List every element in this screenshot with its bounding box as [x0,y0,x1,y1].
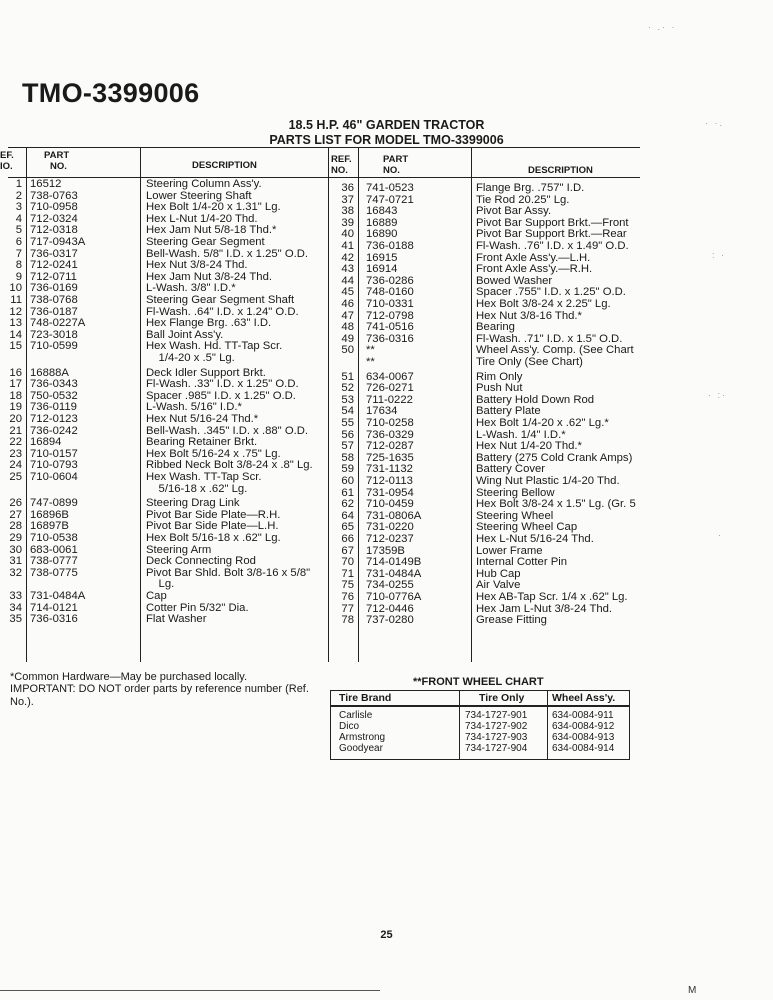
part-number: 736-0188 [366,240,414,252]
ref-number: 39 [341,216,354,229]
ref-number: 27 [9,508,22,521]
ref-number: 26 [9,497,22,510]
ref-number: 25 [9,471,22,483]
part-number: 712-0324 [30,212,78,225]
chart-header-tire-only: Tire Only [479,692,525,704]
chart-col-rule [459,691,460,759]
part-description: 5/16-18 x .62" Lg. [146,483,248,495]
ref-number: 10 [9,282,22,295]
scan-edge-line [0,990,380,991]
ref-number: 15 [9,340,22,353]
ref-number: 1 [15,178,22,190]
part-description: Wheel Ass'y. Comp. (See Chart [476,345,634,357]
ref-number: 19 [9,401,22,414]
part-description: Hex Nut 3/8-24 Thd. [146,260,248,272]
part-description: Steering Gear Segment Shaft [146,295,295,306]
part-description: Steering Bellow [476,487,555,499]
part-number: ** [366,344,375,357]
part-number: 738-0763 [30,189,78,202]
part-number: 16890 [366,228,398,241]
ref-number: 20 [9,413,22,425]
part-description: L-Wash. 3/8" I.D.* [146,283,236,295]
part-description: Hex Jam Nut 5/8-18 Thd.* [146,225,277,237]
header-part-no: PART NO. [44,150,70,172]
ref-number: 50 [341,344,354,357]
part-number: 710-0258 [366,417,414,429]
part-description: Grease Fitting [476,615,547,627]
part-description: Steering Wheel [476,510,554,522]
ref-number: 31 [9,555,22,568]
important-note: IMPORTANT: DO NOT order parts by reference number (Ref. No.). [10,683,309,708]
ref-number: 65 [341,521,354,534]
part-number: 710-0958 [30,201,78,214]
wheel-assy-part: 634-0084-912 [552,721,615,732]
part-description: Bell-Wash. .345" I.D. x .88" O.D. [146,425,309,437]
part-number: 16914 [366,263,398,276]
ref-number: 33 [9,590,22,602]
part-description: Hex Wash. Hd. TT-Tap Scr. [146,341,283,353]
part-description: Steering Wheel Cap [476,522,578,534]
part-description: Hex Nut 3/8-16 Thd.* [476,310,582,322]
part-description: Hex Wash. TT-Tap Scr. [146,472,262,483]
tire-only-part: 734-1727-901 [465,710,528,721]
part-number: 725-1635 [366,451,414,464]
part-description: Deck Idler Support Brkt. [146,367,266,379]
front-wheel-chart [330,690,630,760]
part-description: Hub Cap [476,568,521,580]
corner-mark: M [688,985,697,996]
ref-number: 60 [341,475,354,487]
part-number: 736-0316 [366,332,414,345]
part-description: Cotter Pin 5/32" Dia. [146,602,249,614]
part-number: 634-0067 [366,370,414,383]
part-description: Hex Nut 5/16-24 Thd.* [146,414,259,425]
part-number: 712-0287 [366,440,414,453]
ref-number: 29 [9,532,22,544]
tire-only-part: 734-1727-904 [465,743,528,754]
ref-number: 44 [341,274,354,287]
part-description: Bearing [476,322,515,334]
part-number: 734-0255 [366,579,414,592]
ref-number: 24 [9,459,22,472]
part-description: Tire Only (See Chart) [476,357,583,368]
footnote [10,671,310,708]
part-number: 16897B [30,520,69,533]
part-description: Pivot Bar Side Plate—R.H. [146,509,281,521]
part-number: 736-0316 [30,613,78,626]
part-number: 16896B [30,508,69,521]
part-number: 712-0318 [30,224,78,237]
part-number: 712-0446 [366,602,414,615]
ref-number: 32 [9,566,22,579]
ref-number: 6 [15,236,22,248]
table-header-rule [8,177,640,178]
part-description: Hex Bolt 1/4-20 x .62" Lg.* [476,418,609,429]
ref-number: 23 [9,447,22,460]
ref-number: 77 [341,602,354,615]
ref-number: 76 [341,591,354,603]
part-description: Lower Steering Shaft [146,190,252,202]
ref-number: 12 [9,305,22,318]
ref-number: 75 [341,579,354,592]
ref-number: 28 [9,520,22,533]
part-number: 17359B [366,544,405,557]
ref-number: 78 [341,614,354,627]
ref-number: 71 [341,567,354,580]
part-description: Fl-Wash. .76" I.D. x 1.49" O.D. [476,241,629,252]
part-number: 736-0242 [30,424,78,437]
part-number: 741-0523 [366,182,414,194]
part-number: 748-0227A [30,317,86,330]
tire-brand: Goodyear [339,743,383,754]
part-number: 16888A [30,366,69,379]
part-description: Hex Flange Brg. .63" I.D. [146,318,272,330]
part-number: 736-0286 [366,274,414,287]
ref-number: 38 [341,205,354,218]
part-description: Battery Hold Down Rod [476,394,595,406]
part-description: Bearing Retainer Brkt. [146,437,258,449]
part-description: Fl-Wash. .64" I.D. x 1.24" O.D. [146,306,299,318]
part-description: Cap [146,591,167,602]
part-number: 731-1132 [366,463,413,476]
part-number: 712-0123 [30,413,78,425]
parts-list-heading: PARTS LIST FOR MODEL TMO-3399006 [269,133,504,147]
ref-number: 22 [9,436,22,449]
ref-number: 30 [9,543,22,556]
part-number: 710-0538 [30,532,78,544]
part-number: 710-0157 [30,447,78,460]
ref-number: 34 [9,601,22,614]
ref-number: 66 [341,533,354,545]
part-description: Spacer .755" I.D. x 1.25" O.D. [476,287,626,299]
part-description: Front Axle Ass'y.—R.H. [476,264,593,276]
part-number: 736-0317 [30,247,78,260]
part-number: 731-0806A [366,509,422,522]
part-description: Lg. [146,579,175,591]
ref-number: 49 [341,332,354,345]
scan-speck: · ·. [705,118,724,128]
scan-speck: · [718,530,723,540]
part-description: Deck Connecting Rod [146,556,256,568]
ref-number: 14 [9,328,22,341]
part-number: 16512 [30,178,62,190]
document-subtitle: 18.5 H.P. 46" GARDEN TRACTOR [288,118,485,132]
part-number: 747-0899 [30,497,78,510]
tire-brand: Armstrong [339,732,386,743]
ref-number: 36 [341,182,354,194]
ref-number: 46 [341,298,354,310]
part-number: 710-0793 [30,459,78,472]
ref-number: 64 [341,509,354,522]
part-description: Rim Only [476,371,523,383]
part-description: Fl-Wash. .33" I.D. x 1.25" O.D. [146,379,299,391]
part-number: 717-0943A [30,236,86,248]
part-number: 711-0222 [366,393,413,406]
part-description: Hex Bolt 3/8-24 x 1.5" Lg. (Gr. 5 [476,499,636,511]
ref-number: 55 [341,417,354,429]
part-description: L-Wash. 5/16" I.D.* [146,402,242,414]
ref-number: 47 [341,309,354,322]
part-description: Hex Jam L-Nut 3/8-24 Thd. [476,603,613,615]
part-description: Pivot Bar Side Plate—L.H. [146,521,279,533]
document-title: TMO-3399006 [22,78,200,108]
part-number: 738-0768 [30,294,78,306]
part-description: Internal Cotter Pin [476,557,568,569]
chart-header-wheel-assy: Wheel Ass'y. [552,692,616,704]
part-number: 712-0798 [366,309,414,322]
part-description: 1/4-20 x .5" Lg. [146,353,235,364]
part-number: 736-0329 [366,428,414,441]
ref-number: 7 [15,247,22,260]
part-number: 710-0331 [366,298,414,310]
part-description: Hex Bolt 3/8-24 x 2.25" Lg. [476,299,611,310]
part-description: Battery Cover [476,464,546,476]
col-rule [358,147,359,662]
wheel-assy-part: 634-0084-914 [552,743,615,754]
part-number: 738-0777 [30,555,78,568]
chart-col-rule [547,691,548,759]
part-number: 710-0599 [30,340,78,353]
ref-number: 51 [341,370,354,383]
part-number: 712-0711 [30,270,77,283]
part-number: 712-0113 [366,475,413,487]
part-number: 710-0459 [366,498,414,511]
ref-number: 58 [341,451,354,464]
part-number: 731-0220 [366,521,414,534]
ref-number: 13 [9,317,22,330]
ref-number: 3 [15,201,22,214]
col-rule [471,147,472,662]
header-part-no-right: PART NO. [383,154,409,176]
part-number: 712-0237 [366,533,414,545]
ref-number: 17 [9,378,22,391]
part-description: Air Valve [476,580,521,592]
part-description: Steering Drag Link [146,498,240,510]
ref-number: 11 [10,294,22,306]
scan-speck: · .· · [648,22,677,32]
ref-number: 48 [341,321,354,334]
ref-number: 40 [341,228,354,241]
tire-brand: Dico [339,721,360,732]
part-description: Flange Brg. .757" I.D. [476,183,585,194]
part-description: Front Axle Ass'y.—L.H. [476,252,591,264]
ref-number: 4 [15,212,22,225]
part-number: 710-0776A [366,591,422,603]
ref-number: 52 [341,382,354,395]
part-number: 723-3018 [30,328,78,341]
header-description-right: DESCRIPTION [528,165,593,176]
part-number: 16915 [366,251,398,264]
ref-number: 59 [341,463,354,476]
part-number: 736-0343 [30,378,78,391]
ref-number: 35 [9,613,22,626]
part-description: Hex Nut 1/4-20 Thd.* [476,441,582,453]
ref-number: 2 [15,189,22,202]
ref-number: 9 [15,270,22,283]
part-description: Hex Bolt 5/16-24 x .75" Lg. [146,448,281,460]
tire-brand: Carlisle [339,710,373,721]
part-number: 731-0484A [366,567,422,580]
part-number: 712-0241 [30,259,78,272]
ref-number: 37 [341,193,354,206]
part-number: 748-0160 [366,286,414,299]
chart-header-tire-brand: Tire Brand [339,692,392,704]
part-description: Wing Nut Plastic 1/4-20 Thd. [476,476,620,487]
part-description: Battery Plate [476,406,541,418]
part-description: Hex L-Nut 5/16-24 Thd. [476,534,594,545]
part-number: 750-0532 [30,389,78,402]
header-ref-no: EF. IO. [0,150,14,172]
part-description: Pivot Bar Support Brkt.—Front [476,217,629,229]
part-number: 17634 [366,405,398,418]
part-description: Steering Gear Segment [146,237,265,248]
wheel-assy-part: 634-0084-911 [552,710,614,721]
ref-number: 45 [341,286,354,299]
part-number: 16894 [30,436,62,449]
chart-header-rule [331,705,629,707]
part-description: Bowed Washer [476,275,553,287]
ref-number: 57 [341,440,354,453]
part-number: 726-0271 [366,382,414,395]
part-number: 736-0169 [30,282,78,295]
ref-number: 43 [341,263,354,276]
part-description: Hex AB-Tap Scr. 1/4 x .62" Lg. [476,592,628,603]
ref-number: 53 [341,393,354,406]
part-description: Ribbed Neck Bolt 3/8-24 x .8" Lg. [146,460,313,472]
part-description: Hex Jam Nut 3/8-24 Thd. [146,271,272,283]
front-wheel-chart-title: **FRONT WHEEL CHART [413,676,544,688]
page-number: 25 [380,929,393,941]
part-description: Tie Rod 20.25" Lg. [476,194,570,206]
part-number: 736-0119 [30,401,77,414]
part-number: 683-0061 [30,543,78,556]
ref-number: 54 [341,405,354,418]
part-number: 741-0516 [366,321,414,334]
part-description: Hex Bolt 5/16-18 x .62" Lg. [146,533,281,544]
ref-number: 16 [9,366,22,379]
wheel-assy-part: 634-0084-913 [552,732,615,743]
part-description: Fl-Wash. .71" I.D. x 1.5" O.D. [476,333,623,345]
col-rule [140,147,141,662]
ref-number: 5 [15,224,22,237]
part-number: 16843 [366,205,398,218]
ref-number: 62 [341,498,354,511]
ref-number: 42 [341,251,354,264]
ref-number: 41 [341,240,354,252]
part-number: 731-0484A [30,590,86,602]
part-number: 16889 [366,216,398,229]
part-number: ** [366,356,375,368]
header-description: DESCRIPTION [192,160,257,171]
part-number: 710-0604 [30,471,78,483]
part-description: Battery (275 Cold Crank Amps) [476,452,633,464]
part-number: 714-0121 [30,601,78,614]
scan-speck: · :· [708,390,727,400]
part-number: 738-0775 [30,566,78,579]
part-description: Pivot Bar Assy. [476,206,552,218]
ref-number: 21 [9,424,22,437]
ref-number: 8 [15,259,22,272]
part-description: Steering Arm [146,544,212,556]
part-description: Hex L-Nut 1/4-20 Thd. [146,213,258,225]
part-number: 731-0954 [366,486,414,499]
part-description: Bell-Wash. 5/8" I.D. x 1.25" O.D. [146,248,309,260]
header-ref-no-right: REF. NO. [331,154,352,176]
tire-only-part: 734-1727-902 [465,721,528,732]
ref-number: 67 [341,544,354,557]
part-description: Pivot Bar Support Brkt.—Rear [476,229,627,241]
part-description: Flat Washer [146,614,207,626]
ref-number: 18 [9,389,22,402]
part-number: 737-0280 [366,614,414,627]
col-rule [328,147,329,662]
col-rule [26,147,27,662]
part-number: 747-0721 [366,193,414,206]
part-description: Pivot Bar Shld. Bolt 3/8-16 x 5/8" [146,567,311,579]
part-number: 736-0187 [30,305,78,318]
part-description: Ball Joint Ass'y. [146,329,224,341]
part-description: Spacer .985" I.D. x 1.25" O.D. [146,390,296,402]
table-top-rule [8,147,640,148]
part-description: Hex Bolt 1/4-20 x 1.31" Lg. [146,202,281,214]
common-hardware-note: *Common Hardware—May be purchased locally. [10,671,248,683]
part-description: Steering Column Ass'y. [146,179,262,190]
part-description: Push Nut [476,383,523,395]
part-description: Lower Frame [476,545,543,557]
tire-only-part: 734-1727-903 [465,732,528,743]
ref-number: 61 [341,486,354,499]
part-number: 714-0149B [366,556,422,569]
scan-speck: : · [712,250,726,260]
ref-number: 56 [341,428,354,441]
ref-number: 70 [341,556,354,569]
part-description: L-Wash. 1/4" I.D.* [476,429,566,441]
